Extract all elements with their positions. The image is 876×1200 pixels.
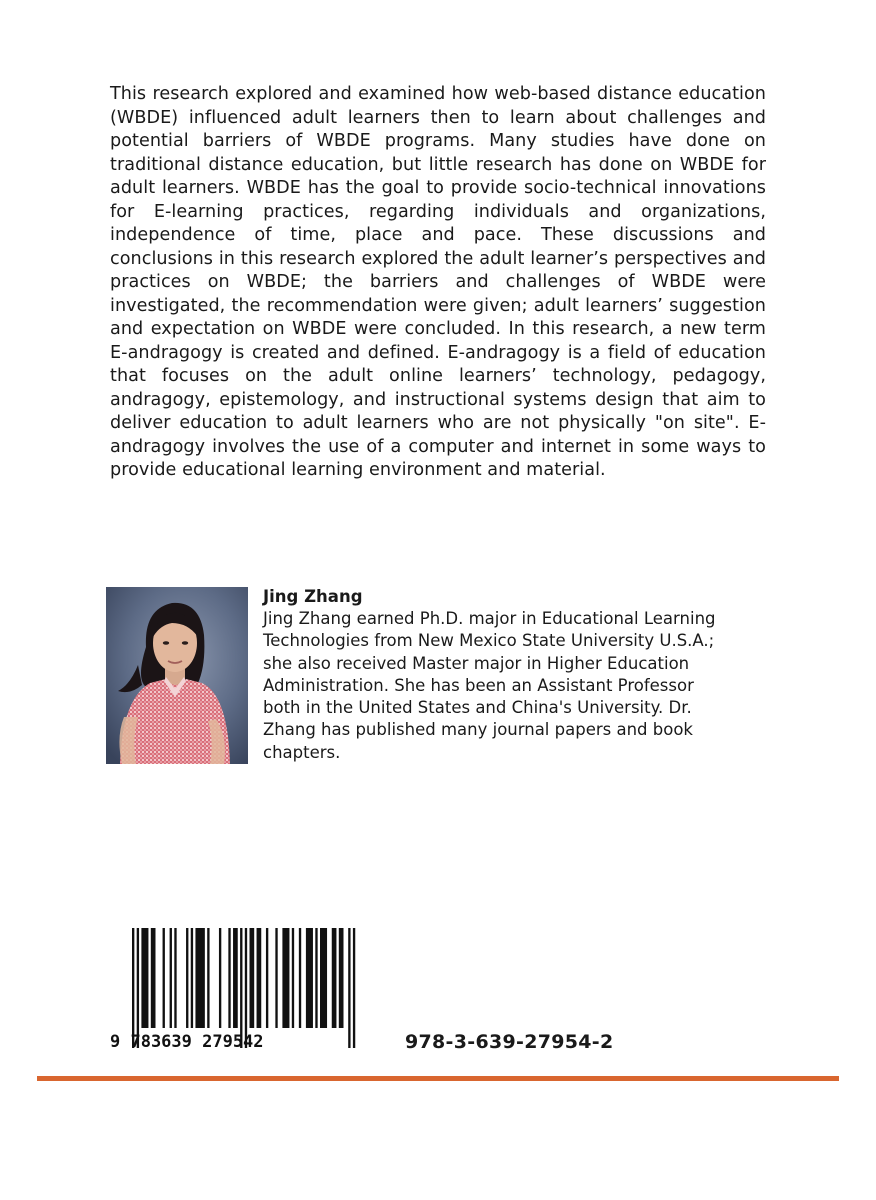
barcode-bar: [170, 928, 172, 1028]
isbn-number: 978-3-639-27954-2: [405, 1031, 614, 1053]
barcode-bar: [320, 928, 327, 1028]
barcode-bar: [207, 928, 209, 1028]
barcode-bar: [186, 928, 188, 1028]
barcode-bar: [339, 928, 344, 1028]
abstract-text: This research explored and examined how web-based distance education (WBDE) influenced adult learners then to learn about challenges and potential barriers of WBDE programs. Many studies have done on traditional distance education, but little research has done on WBDE for adult learners. WBDE has the goal to provide socio-technical innovations for E-learning practices, regarding individuals and organizations, independence of time, place and pace. These discussions and conclusions in this research explored the adult learner’s perspectives and practices on WBDE; the barriers and challenges of WBDE were investigated, the recommendation were given; adult learners’ suggestion and expectation on WBDE were concluded. In this research, a new term E-andragogy is created and defined. E-andragogy is a field of education that focuses on the adult online learners’ technology, pedagogy, andragogy, epistemology, and instructional systems design that aim to deliver education to adult learners who are not physically "on site". E-andragogy involves the use of a computer and internet in some ways to provide educational learning environment and material.: [110, 84, 766, 480]
barcode-bar: [250, 928, 255, 1028]
barcode-bar: [332, 928, 337, 1028]
barcode-bar: [228, 928, 230, 1028]
barcode-digits: 9 783639 279542: [110, 1032, 264, 1052]
barcode-bar: [257, 928, 262, 1028]
barcode-bar: [275, 928, 277, 1028]
barcode-bar: [163, 928, 165, 1028]
author-bio: Jing Zhang earned Ph.D. major in Educational Learning Technologies from New Mexico State University U.S.A.; she also received Master major in Higher Education Administration. She has been an Assistant Professor both in the United States and China's University. Dr. Zhang has published many journal papers and book chapters.: [263, 609, 716, 762]
barcode-bar: [141, 928, 148, 1028]
barcode-bar: [299, 928, 301, 1028]
barcode-bar: [151, 928, 156, 1028]
barcode-bar: [195, 928, 204, 1028]
barcode-bar: [292, 928, 294, 1028]
barcode-bar: [315, 928, 317, 1028]
barcode-bar: [191, 928, 193, 1028]
footer-rule: [37, 1076, 839, 1081]
barcode-bar: [219, 928, 221, 1028]
barcode-bar: [233, 928, 238, 1028]
barcode-bar: [174, 928, 176, 1028]
author-photo: [106, 587, 248, 764]
author-name: Jing Zhang: [263, 587, 363, 606]
barcode-bar: [266, 928, 268, 1028]
barcode-bar: [306, 928, 313, 1028]
barcode-bar: [282, 928, 289, 1028]
